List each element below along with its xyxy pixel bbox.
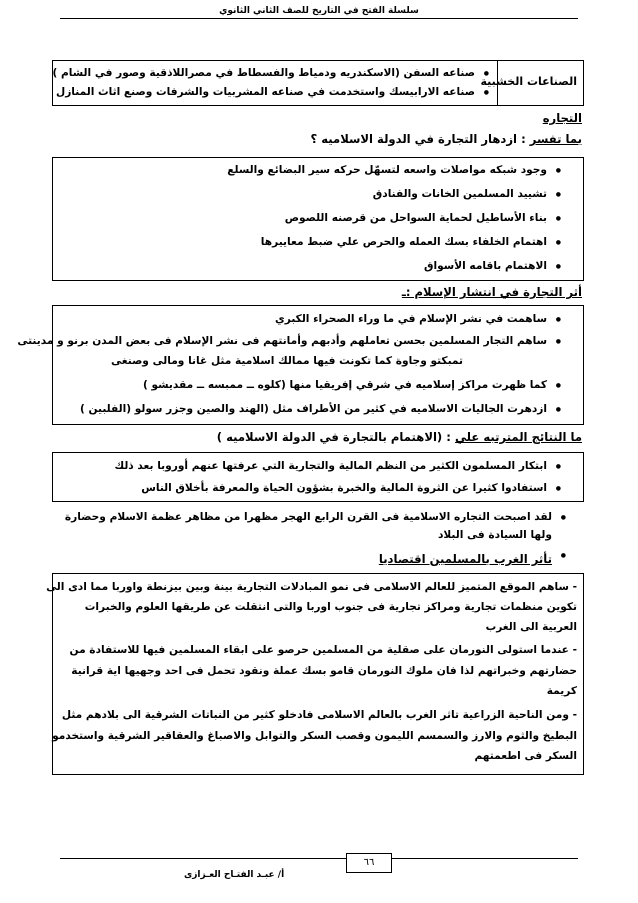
industries-label: الصناعات الخشبية (480, 75, 577, 88)
trade-spread-heading: أثر التجارة في انتشار الإسلام :ـ (401, 285, 582, 299)
paragraph-line: العربية الى الغرب (485, 621, 577, 633)
paragraph-line: البطيخ والثوم والارز والسمسم الليمون وقصب السكر والتوابل والاصباغ والعقاقير الشرقية واستخدمو (52, 730, 577, 742)
paragraph-line: تكوين منظمات تجارية ومراكز تجارية فى جنوب اوربا والتى انتقلت عن طريقها العلوم والخبرات (84, 601, 577, 613)
author-name: أ/ عبـد الفتـاح العـزازى (184, 870, 285, 880)
list-item-continuation: ولها السيادة فى البلاد (437, 529, 552, 541)
west-heading-text: تأثر الغرب بالمسلمين اقتصاديا (378, 552, 552, 566)
paragraph-line: - ومن الناحية الزراعية تاثر الغرب بالعالم الاسلامى فادخلو كثير من النباتات الشرقية الى بلادهم مثل (61, 709, 577, 721)
list-item: ● ابتكار المسلمون الكثير من النظم المالية والتجارية التي عرفتها عنهم أوروبا بعد ذلك (114, 459, 547, 474)
industries-item: ● صناعه السفن (الاسكندريه ودمياط والفسطاط في مصراللاذقية وصور في الشام ) (52, 66, 475, 81)
series-header: سلسلة الفتح في التاريخ للصف الثاني الثانوي (60, 6, 578, 19)
list-item: ● ساهمت في نشر الإسلام في ما وراء الصحراء الكبري (275, 312, 547, 327)
question-prefix: ما النتائج المترتبه علي (454, 430, 582, 444)
question-prefix: بما تفسر (529, 132, 582, 146)
question-results (217, 430, 582, 444)
paragraph-line: كريمة (546, 685, 577, 697)
results-box (52, 452, 584, 502)
page-number: ٦٦ (346, 853, 392, 873)
list-item: ● كما ظهرت مراكز إسلاميه في شرقي إفريقيا منها (كلوه ــ ممبسه ــ مقديشو ) (143, 378, 547, 393)
west-influence-heading: ● تأثر الغرب بالمسلمين اقتصاديا (378, 552, 566, 566)
paragraph-line: حضارتهم وخبراتهم لذا فان ملوك النورمان قامو بسك عملة ونقود تحمل فى احد وجهيها اية قرانية (71, 665, 577, 677)
list-item: ● ساهم التجار المسلمين بحسن تعاملهم وأدبهم وأمانتهم فى نشر الإسلام فى بعض المدن برنو و مدينتى (17, 334, 547, 349)
west-influence-box (46, 573, 584, 775)
question-why-trade (310, 132, 582, 146)
list-item-continuation: تمبكتو وجاوة كما تكونت فيها ممالك اسلامية مثل غانا ومالى وصنغى (111, 355, 463, 367)
footer-rule (60, 857, 578, 868)
list-item: ● تشييد المسلمين الخانات والفنادق (373, 187, 547, 202)
industries-item: ● صناعه الارابيسك واستخدمت في صناعه المشربيات والشرفات وصنع اثاث المنازل (56, 85, 475, 100)
question-text: : (الاهتمام بالتجارة في الدولة الاسلاميه ) (216, 430, 451, 444)
trade-heading: التجاره (542, 111, 582, 125)
list-item: ● استفادوا كثيرا عن الثروة المالية والخبرة بشؤون الحياة والمعرفة بأخلاق الناس (141, 481, 547, 496)
trade-spread-box (17, 305, 584, 425)
trade-reasons-box (52, 157, 584, 281)
list-item: ● ازدهرت الجاليات الاسلاميه في كثير من الأطراف مثل (الهند والصين وجزر سولو (الفلبين ) (80, 402, 547, 417)
question-text: : ازدهار التجارة في الدولة الاسلاميه ؟ (310, 132, 526, 146)
paragraph-line: - عندما استولى النورمان على صقلية من المسلمين حرصو على ابقاء المسلمين فيها للاستفادة من (69, 644, 577, 656)
paragraph-line: السكر فى اطعمتهم (474, 750, 577, 762)
industries-table (52, 60, 584, 106)
paragraph-line: - ساهم الموقع المتميز للعالم الاسلامى فى نمو المبادلات التجارية بينة وبين بيزنطة واوربا مما ادى الى (46, 581, 577, 593)
list-item: ● لقد اصبحت التجاره الاسلامية فى القرن الرابع الهجر مظهرا من مظاهر عظمة الاسلام وحضارة (65, 510, 552, 525)
list-item: ● اهتمام الخلفاء بسك العمله والحرص علي ضبط معاييرها (261, 235, 547, 250)
list-item: ● بناء الأساطيل لحماية السواحل من قرصنه اللصوص (285, 211, 547, 226)
list-item: ● الاهتمام باقامه الأسواق (424, 259, 547, 274)
list-item: ● وجود شبكه مواصلات واسعه لتسهّل حركه سير البضائع والسلع (227, 163, 547, 178)
